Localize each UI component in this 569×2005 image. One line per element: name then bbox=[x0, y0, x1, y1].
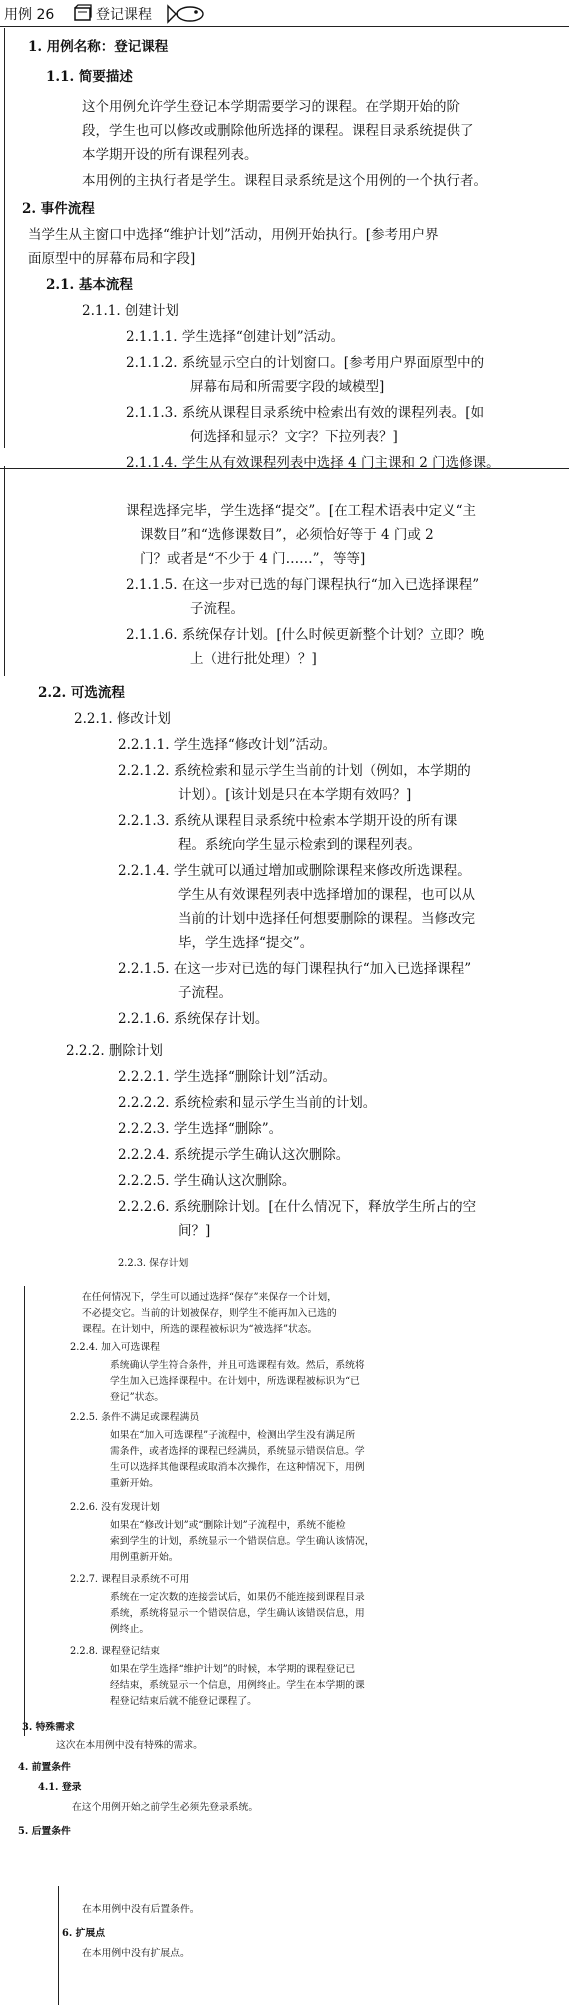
text-line: 在本用例中没有扩展点。 bbox=[82, 1948, 190, 1959]
text-line: 这次在本用例中没有特殊的需求。 bbox=[56, 1740, 203, 1751]
text-line: 本学期开设的所有课程列表。 bbox=[82, 147, 258, 163]
text-line: 2.2.2. 删除计划 bbox=[66, 1043, 163, 1059]
left-border bbox=[4, 28, 5, 448]
text-line: 2.2.3. 保存计划 bbox=[118, 1258, 189, 1269]
text-line: 2.1.1.6. 系统保存计划。[什么时候更新整个计划？立即？晚 bbox=[126, 627, 485, 643]
text-line: 例终止。 bbox=[110, 1624, 150, 1635]
text-line: 计划）。[该计划是只在本学期有效吗？] bbox=[178, 787, 412, 803]
text-line: 如果在学生选择“维护计划”的时候，本学期的课程登记已 bbox=[110, 1664, 356, 1675]
text-line: 2.1.1. 创建计划 bbox=[82, 303, 179, 319]
text-line: 在这个用例开始之前学生必须先登录系统。 bbox=[72, 1802, 259, 1813]
left-border bbox=[58, 1886, 59, 2005]
text-line: 3. 特殊需求 bbox=[22, 1722, 75, 1733]
text-line: 索到学生的计划，系统显示一个错误信息。学生确认该情况， bbox=[110, 1536, 375, 1547]
text-line: 2.2.1.3. 系统从课程目录系统中检索本学期开设的所有课 bbox=[118, 813, 458, 829]
text-line: 学生从有效课程列表中选择增加的课程，也可以从 bbox=[178, 887, 475, 903]
text-line: 子流程。 bbox=[190, 601, 244, 617]
folder-icon bbox=[74, 4, 92, 26]
text-line: 系统在一定次数的连接尝试后，如果仍不能连接到课程目录 bbox=[110, 1592, 365, 1603]
text-line: 学生加入已选择课程中。在计划中，所选课程被标识为“已 bbox=[110, 1376, 360, 1387]
text-line: 2.2.4. 加入可选课程 bbox=[70, 1342, 160, 1353]
text-line: 毕，学生选择“提交”。 bbox=[178, 935, 314, 951]
text-line: 2.2.2.1. 学生选择“删除计划”活动。 bbox=[118, 1069, 337, 1085]
text-line: 4.1. 登录 bbox=[38, 1782, 82, 1793]
text-line: 课数目”和“选修课数目”，必须恰好等于 4 门或 2 bbox=[140, 527, 434, 543]
text-line: 2.2.2.4. 系统提示学生确认这次删除。 bbox=[118, 1147, 350, 1163]
text-line: 2.1.1.3. 系统从课程目录系统中检索出有效的课程列表。[如 bbox=[126, 405, 485, 421]
text-line: 2.2.1.5. 在这一步对已选的每门课程执行“加入已选择课程” bbox=[118, 961, 472, 977]
text-line: 1.1. 简要描述 bbox=[46, 69, 133, 85]
text-line: 登记”状态。 bbox=[110, 1392, 164, 1403]
text-line: 子流程。 bbox=[178, 985, 232, 1001]
text-line: 这个用例允许学生登记本学期需要学习的课程。在学期开始的阶 bbox=[82, 99, 460, 115]
text-line: 经结束，系统显示一个信息，用例终止。学生在本学期的课 bbox=[110, 1680, 365, 1691]
use-case-title: 登记课程 bbox=[96, 7, 152, 23]
text-line: 2.2.1. 修改计划 bbox=[74, 711, 171, 727]
text-line: 2.1.1.1. 学生选择“创建计划”活动。 bbox=[126, 329, 345, 345]
text-line: 当学生从主窗口中选择“维护计划”活动，用例开始执行。[参考用户界 bbox=[28, 227, 439, 243]
text-line: 1. 用例名称：登记课程 bbox=[28, 39, 169, 55]
text-line: 2.2.2.3. 学生选择“删除”。 bbox=[118, 1121, 283, 1137]
text-line: 生可以选择其他课程或取消本次操作，在这种情况下，用例 bbox=[110, 1462, 365, 1473]
text-line: 2.2.2.2. 系统检索和显示学生当前的计划。 bbox=[118, 1095, 377, 1111]
text-line: 2. 事件流程 bbox=[22, 201, 95, 217]
page-header bbox=[0, 0, 569, 28]
text-line: 2.2.2.5. 学生确认这次删除。 bbox=[118, 1173, 296, 1189]
text-line: 2.2. 可选流程 bbox=[38, 685, 125, 701]
text-line: 本用例的主执行者是学生。课程目录系统是这个用例的一个执行者。 bbox=[82, 173, 487, 189]
text-line: 程。系统向学生显示检索到的课程列表。 bbox=[178, 837, 421, 853]
left-border bbox=[4, 466, 5, 676]
text-line: 6. 扩展点 bbox=[62, 1928, 106, 1939]
use-case-number: 用例 26 bbox=[4, 7, 55, 23]
text-line: 2.2.7. 课程目录系统不可用 bbox=[70, 1574, 190, 1585]
text-line: 2.2.1.4. 学生就可以通过增加或删除课程来修改所选课程。 bbox=[118, 863, 471, 879]
text-line: 2.1. 基本流程 bbox=[46, 277, 133, 293]
text-line: 系统，系统将显示一个错误信息，学生确认该错误信息，用 bbox=[110, 1608, 365, 1619]
text-line: 2.2.5. 条件不满足或课程满员 bbox=[70, 1412, 200, 1423]
text-line: 2.1.1.4. 学生从有效课程列表中选择 4 门主课和 2 门选修课。 bbox=[126, 455, 500, 471]
text-line: 如果在“修改计划”或“删除计划”子流程中，系统不能检 bbox=[110, 1520, 346, 1531]
text-line: 系统确认学生符合条件，并且可选课程有效。然后，系统将 bbox=[110, 1360, 365, 1371]
text-line: 在任何情况下，学生可以通过选择“保存”来保存一个计划， bbox=[82, 1292, 337, 1303]
text-line: 当前的计划中选择任何想要删除的课程。当修改完 bbox=[178, 911, 475, 927]
text-line: 4. 前置条件 bbox=[18, 1762, 71, 1773]
text-line: 2.2.8. 课程登记结束 bbox=[70, 1646, 160, 1657]
text-line: 在本用例中没有后置条件。 bbox=[82, 1904, 200, 1915]
text-line: 不必提交它。当前的计划被保存，则学生不能再加入已选的 bbox=[82, 1308, 337, 1319]
text-line: 2.2.1.2. 系统检索和显示学生当前的计划（例如，本学期的 bbox=[118, 763, 471, 779]
text-line: 课程选择完毕，学生选择“提交”。[在工程术语表中定义“主 bbox=[126, 503, 476, 519]
text-line: 课程。在计划中，所选的课程被标识为“被选择”状态。 bbox=[82, 1324, 318, 1335]
text-line: 2.2.2.6. 系统删除计划。[在什么情况下，释放学生所占的空 bbox=[118, 1199, 477, 1215]
text-line: 面原型中的屏幕布局和字段] bbox=[28, 251, 196, 267]
text-line: 2.2.1.6. 系统保存计划。 bbox=[118, 1011, 269, 1027]
header-rule bbox=[0, 26, 569, 27]
text-line: 需条件，或者选择的课程已经满员，系统显示错误信息。学 bbox=[110, 1446, 365, 1457]
text-line: 间？] bbox=[178, 1223, 211, 1239]
text-line: 段，学生也可以修改或删除他所选择的课程。课程目录系统提供了 bbox=[82, 123, 474, 139]
text-line: 2.2.1.1. 学生选择“修改计划”活动。 bbox=[118, 737, 337, 753]
text-line: 门？或者是“不少于 4 门……”，等等] bbox=[140, 551, 366, 567]
text-line: 用例重新开始。 bbox=[110, 1552, 179, 1563]
text-line: 屏幕布局和所需要字段的域模型] bbox=[190, 379, 385, 395]
text-line: 重新开始。 bbox=[110, 1478, 159, 1489]
text-line: 5. 后置条件 bbox=[18, 1826, 71, 1837]
text-line: 2.1.1.5. 在这一步对已选的每门课程执行“加入已选择课程” bbox=[126, 577, 480, 593]
left-border bbox=[24, 1286, 25, 1736]
text-line: 上（进行批处理）？] bbox=[190, 651, 317, 667]
text-line: 程登记结束后就不能登记课程了。 bbox=[110, 1696, 257, 1707]
text-line: 何选择和显示？文字？下拉列表？] bbox=[190, 429, 398, 445]
text-line: 2.2.6. 没有发现计划 bbox=[70, 1502, 160, 1513]
text-line: 如果在“加入可选课程”子流程中，检测出学生没有满足所 bbox=[110, 1430, 356, 1441]
text-line: 2.1.1.2. 系统显示空白的计划窗口。[参考用户界面原型中的 bbox=[126, 355, 485, 371]
